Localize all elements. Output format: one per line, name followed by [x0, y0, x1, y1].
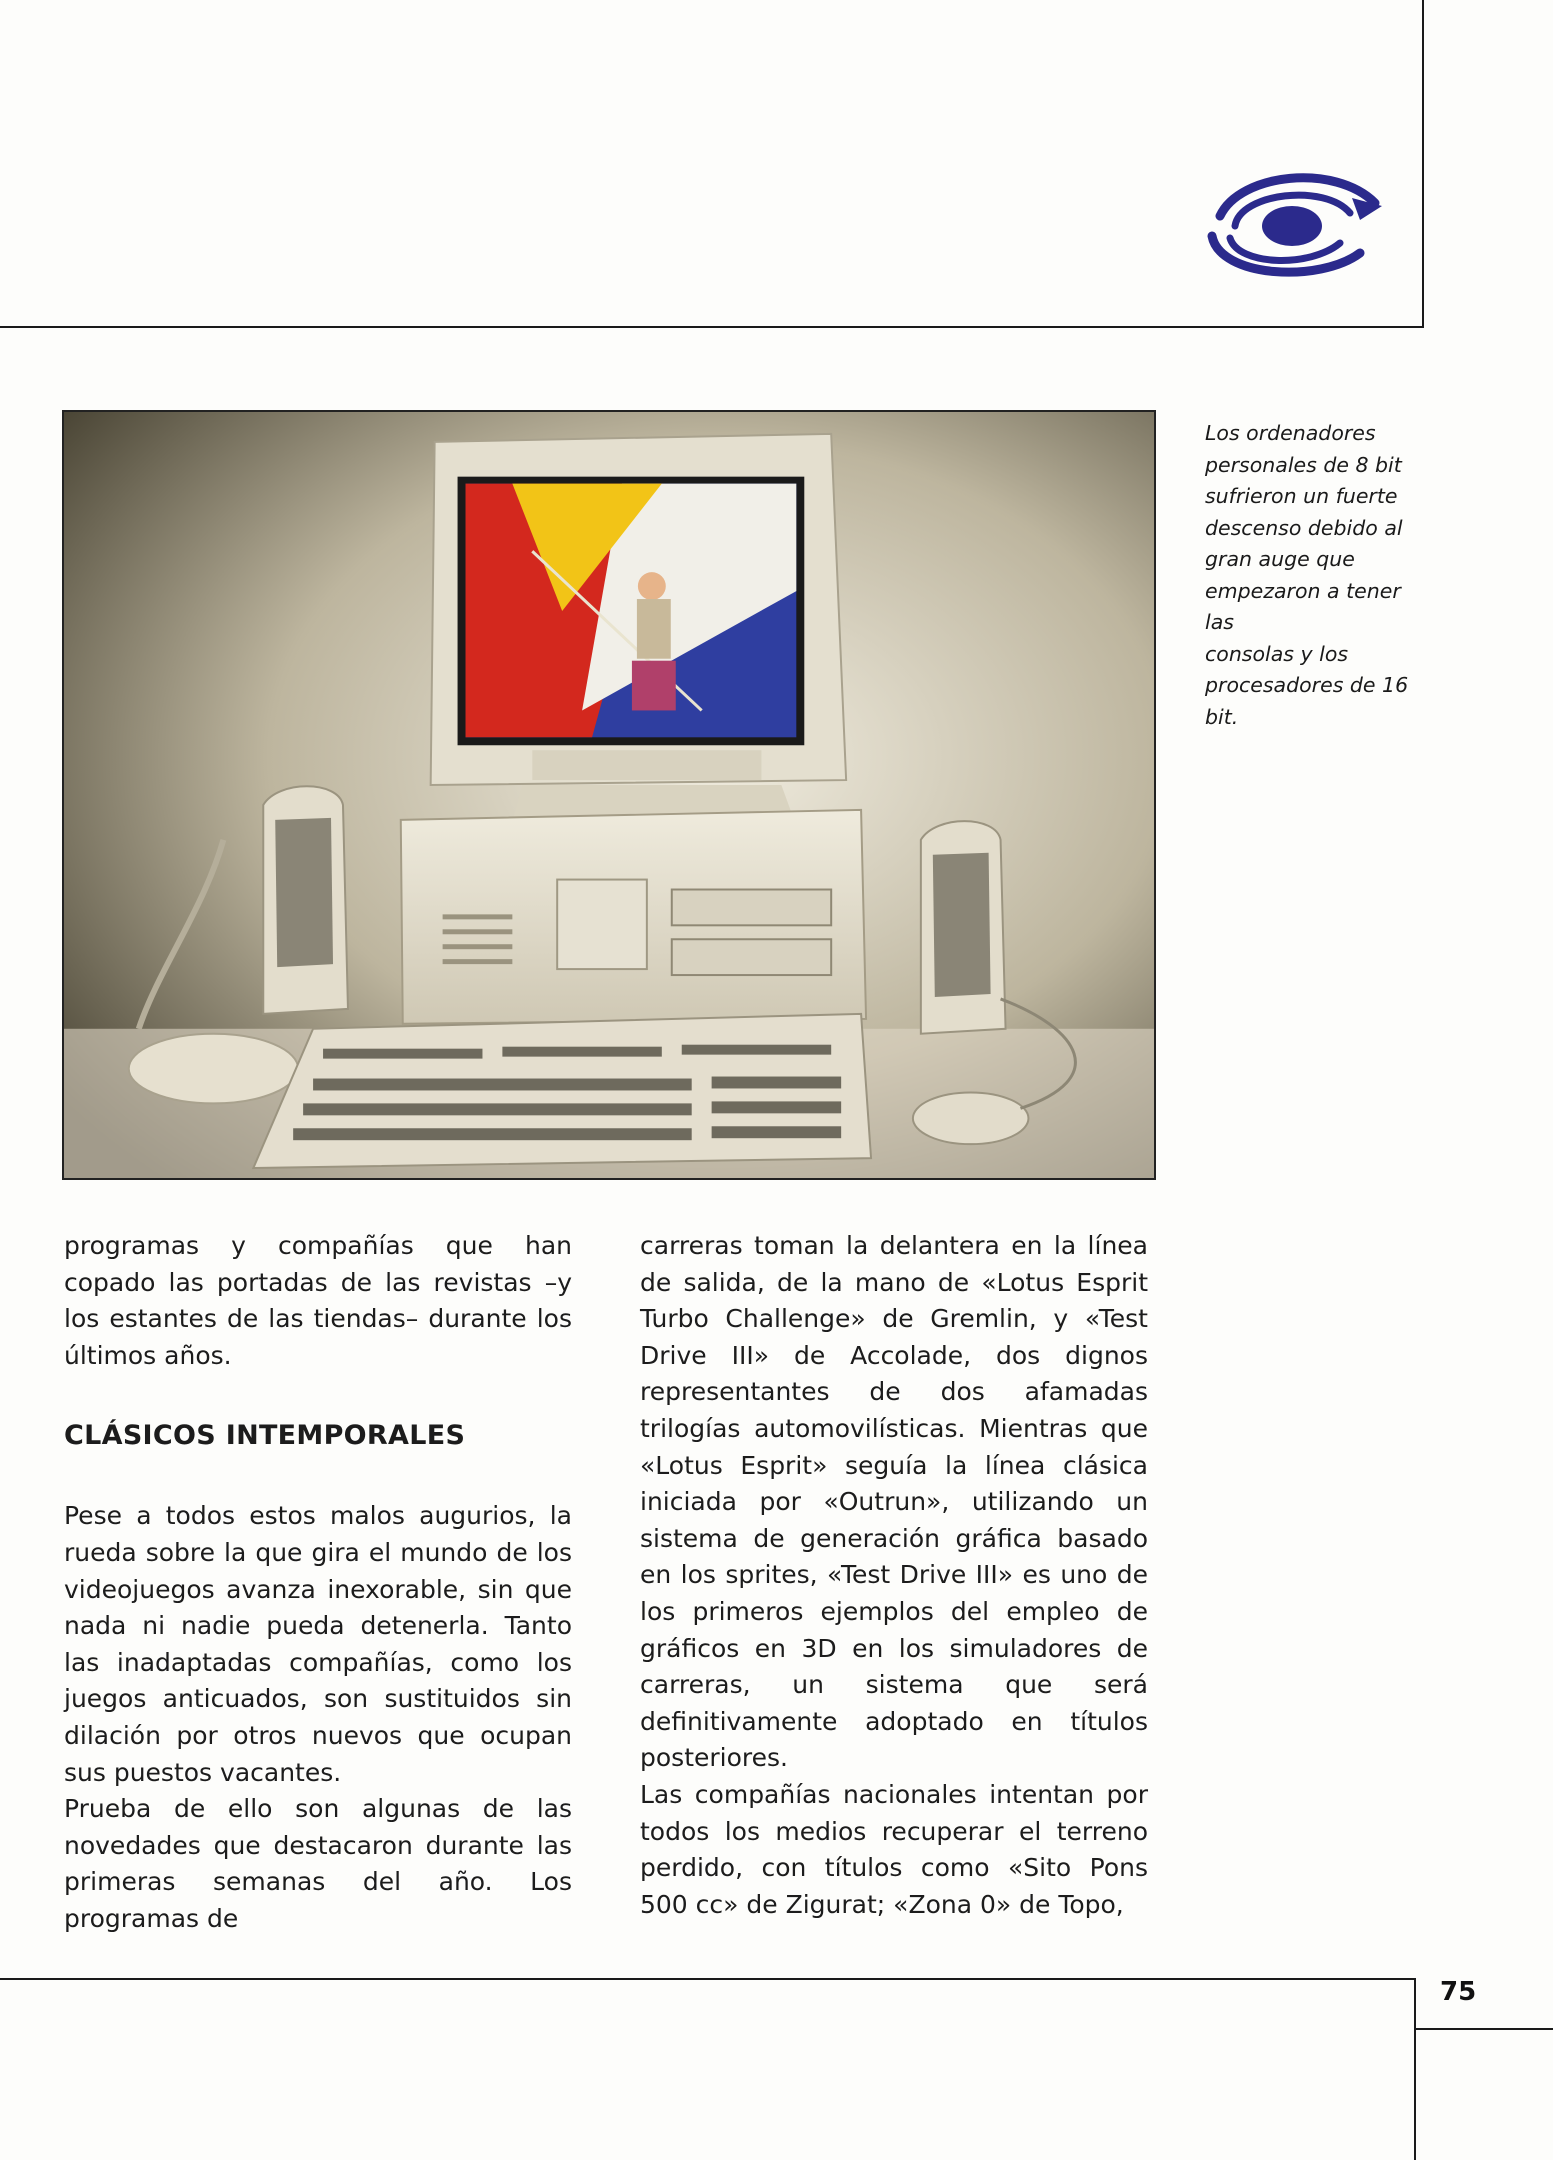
caption-line: descenso debido al — [1205, 515, 1403, 540]
caption-line: consolas y los — [1205, 641, 1349, 666]
caption-line: procesadores de 16 bit. — [1205, 673, 1409, 729]
caption-line: empezaron a tener las — [1205, 578, 1401, 634]
top-rule — [0, 326, 1424, 328]
section-heading: CLÁSICOS INTEMPORALES — [64, 1420, 466, 1452]
article-paragraph: carreras toman la delantera en la línea de salida, de la mano de «Lotus Esprit Turbo Challenge» de Gremlin, y «Test Drive III» de Accolade, dos dignos representantes de dos afamadas trilogías automovilísticas. Mientras que «Lotus Esprit» seguía la línea clásica iniciada por «Outrun», utilizando un sistema de generación gráfica basado en los sprites, «Test Drive III» es uno de los primeros ejemplos del empleo de gráficos en 3D en los simuladores de carreras, un sistema que será definitivamente adoptado en títulos posteriores. — [640, 1231, 1148, 1773]
top-right-rule — [1422, 0, 1424, 328]
computer-photo — [62, 410, 1156, 1180]
caption-line: sufrieron un fuerte — [1205, 484, 1398, 508]
page-number-rule — [1414, 2028, 1553, 2030]
bottom-right-rule — [1414, 1978, 1416, 2160]
article-column-left — [64, 1228, 572, 1938]
caption-line: Los ordenadores — [1205, 421, 1376, 445]
photo-caption — [1205, 418, 1435, 733]
article-paragraph: Pese a todos estos malos augurios, la rueda sobre la que gira el mundo de los videojuegos avanza inexorable, sin que nada ni nadie pueda detenerla. Tanto las inadaptadas compañías, como los juegos anticuados, son sustituidos sin dilación por otros nuevos que ocupan sus puestos vacantes. — [64, 1501, 572, 1787]
page-number: 75 — [1440, 1977, 1477, 2007]
caption-line: gran auge que — [1205, 547, 1355, 571]
article-column-right — [640, 1228, 1148, 1923]
article-paragraph: programas y compañías que han copado las portadas de las revistas –y los estantes de las tiendas– durante los últimos años. — [64, 1231, 572, 1370]
caption-line: personales de 8 bit — [1205, 452, 1402, 477]
article-paragraph: Prueba de ello son algunas de las novedades que destacaron durante las primeras semanas del año. Los programas de — [64, 1794, 572, 1933]
article-paragraph: Las compañías nacionales intentan por todos los medios recuperar el terreno perdido, con títulos como «Sito Pons 500 cc» de Zigurat; «Zona 0» de Topo, — [640, 1779, 1148, 1919]
disc-swirl-logo-icon — [1200, 158, 1385, 288]
bottom-rule — [0, 1978, 1416, 1980]
